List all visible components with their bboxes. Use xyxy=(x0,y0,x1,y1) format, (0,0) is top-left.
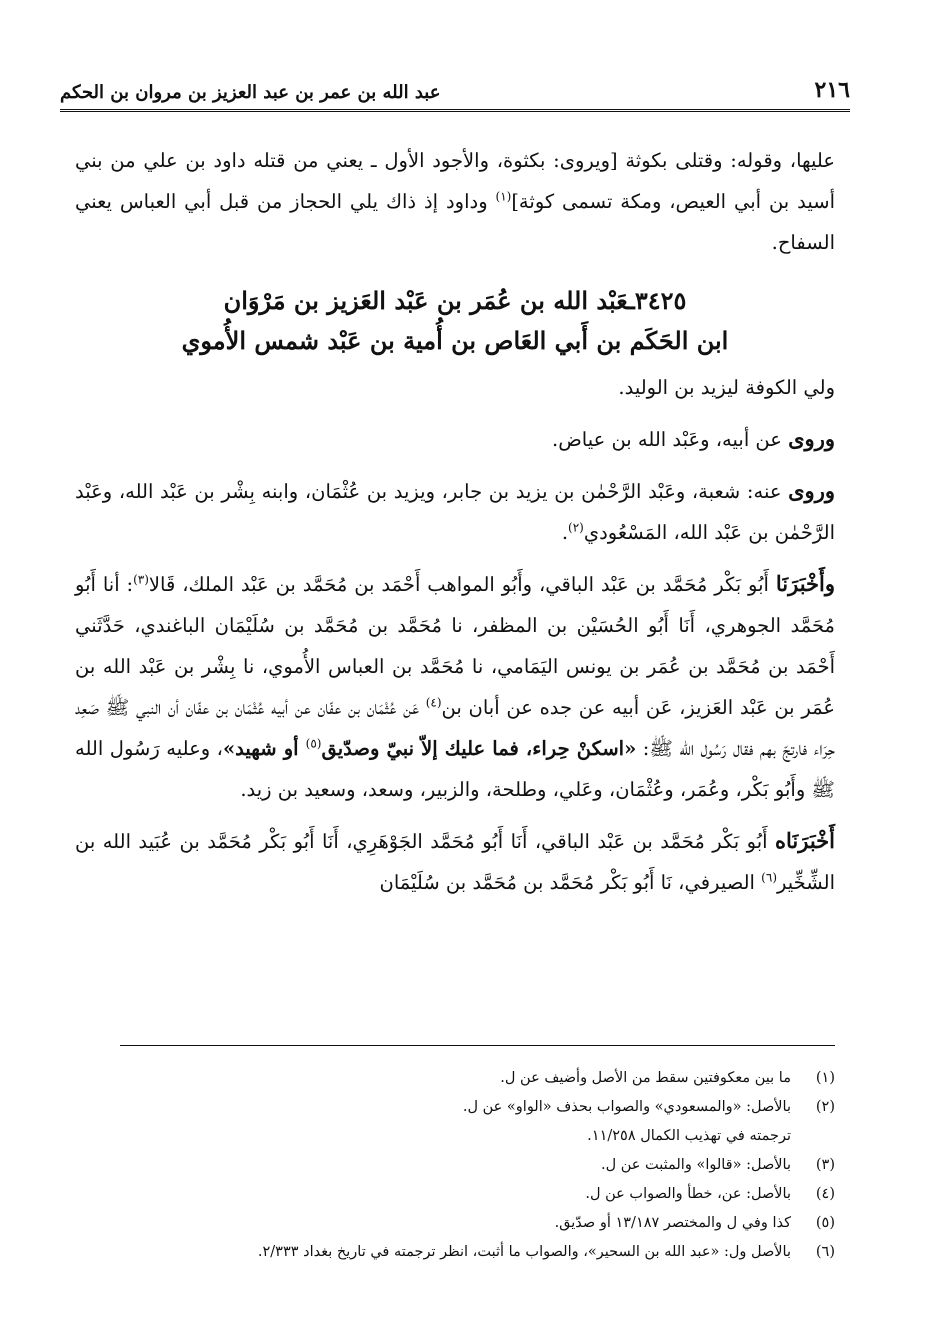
intro-paragraph xyxy=(75,140,835,263)
main-text xyxy=(75,140,835,913)
governor-line: ولي الكوفة ليزيد بن الوليد. xyxy=(618,376,835,399)
footnote-number: (٢) xyxy=(815,1099,835,1115)
running-title: عبد الله بن عمر بن عبد العزيز بن مروان بن الحكم xyxy=(60,82,441,103)
footnote-text: ما بين معكوفتين سقط من الأصل وأضيف عن ل. xyxy=(500,1070,791,1086)
footnote-3 xyxy=(120,1151,835,1180)
footnote-text: بالأصل ول: «عبد الله بن السحير»، والصواب ما أثبت، انظر ترجمته في تاريخ بغداد ٢/٣٣٣. xyxy=(257,1244,791,1260)
footnote-ref-3: (٣) xyxy=(133,572,149,587)
footnotes xyxy=(120,1045,835,1267)
entry-title xyxy=(75,281,835,361)
narrated-by-paragraph xyxy=(75,470,835,553)
footnote-5 xyxy=(120,1209,835,1238)
footnote-ref-2: (٢) xyxy=(568,520,584,535)
footnote-text: بالأصل: «والمسعودي» والصواب بحذف «الواو» عن ل. xyxy=(462,1099,791,1115)
isnad2-text-2: الصيرفي، نَا أَبُو بَكْر مُحَمَّد بن مُحَمَّد بن سُلَيْمَان xyxy=(379,871,762,894)
narrated-from-paragraph xyxy=(75,418,835,460)
footnote-1 xyxy=(120,1064,835,1093)
narrated-by-end: . xyxy=(561,521,569,544)
isnad-text-1: أَبُو بَكْر مُحَمَّد بن عَبْد الباقي، وأَبُو المواهب أَحْمَد بن مُحَمَّد بن عَبْد الملك، قَالا xyxy=(148,573,776,596)
page-number: ٢١٦ xyxy=(814,77,850,103)
entry-title-line-1: ٣٤٢٥ـعَبْد الله بن عُمَر بن عَبْد العَزيز بن مَرْوَان xyxy=(223,286,687,315)
narrated-by-lead: وروى xyxy=(788,478,835,503)
footnote-number: (٤) xyxy=(815,1186,835,1202)
footnote-text: كذا وفي ل والمختصر ١٣/١٨٧ أو صدّيق. xyxy=(554,1215,791,1231)
akhbaranah-lead: أَخْبَرَنَاه xyxy=(775,828,835,853)
hadith-quote-end: أو شهيد» xyxy=(222,737,306,760)
footnote-number: (٦) xyxy=(815,1244,835,1260)
isnad-text-3: عَن عُثْمَان بن عفّان عن أبيه عُثْمَان بن عفّان أن النبي ﷺ صَعِد حِرَاء فارتجّ بهم فقال رَسُول الله ﷺ: xyxy=(75,696,836,760)
isnad-paragraph-1 xyxy=(75,563,835,810)
footnote-ref-6: (٦) xyxy=(761,870,777,885)
page-header xyxy=(60,72,850,112)
isnad2-text-1: أَبُو بَكْر مُحَمَّد بن عَبْد الباقي، أَنَا أَبُو مُحَمَّد الجَوْهَرِي، أَنَا أَبُو بَكْر مُحَمَّد بن عُبَيد الله بن الشِّخِّير xyxy=(75,830,835,894)
isnad-text-4: ، وعليه رَسُول الله ﷺ وأَبُو بَكْر، وعُمَر، وعُثْمَان، وعَلي، وطلحة، والزبير، وسعد، وسعيد بن زيد. xyxy=(75,737,835,801)
footnote-text: بالأصل: عن، خطأ والصواب عن ل. xyxy=(585,1186,791,1202)
isnad-paragraph-2 xyxy=(75,820,835,903)
footnote-2 xyxy=(120,1093,835,1122)
footnote-number: (٥) xyxy=(815,1215,835,1231)
footnote-text: بالأصل: «قالوا» والمثبت عن ل. xyxy=(600,1157,791,1173)
narrated-from-lead: وروى xyxy=(788,426,835,451)
entry-title-line-2: ابن الحَكَم بن أَبي العَاص بن أُمية بن عَبْد شمس الأُموي xyxy=(181,326,729,355)
intro-text: عليها، وقوله: وقتلى بكوثة [ويروى: بكثوة، والأجود الأول ـ يعني من قتله داود بن علي من بني أسيد بن أبي العيص، ومكة تسمى كوثة] xyxy=(75,149,835,213)
narrated-from-text: عن أبيه، وعَبْد الله بن عياض. xyxy=(552,428,789,451)
hadith-quote: «اسكنْ حِراء، فما عليك إلاّ نبيّ وصدّيق xyxy=(321,737,637,760)
isnad-text-2: : أنا أَبُو مُحَمَّد الجوهري، أَنَا أَبُو الحُسَيْن بن المظفر، نا مُحَمَّد بن مُحَمَّد بن سُلَيْمَان الباغندي، حَدَّثَني أَحْمَد بن مُحَمَّد بن عُمَر بن يونس اليَمَامي، نا مُحَمَّد بن العباس الأُموي، نا بِشْر بن عَبْد الله بن عُمَر بن عَبْد العَزيز، عَن أبيه عن جده عن أبان بن xyxy=(75,573,835,719)
intro-tail: وداود إذ ذاك يلي الحجاز من قبل أبي العباس يعني السفاح. xyxy=(75,190,835,254)
footnote-number: (١) xyxy=(815,1070,835,1086)
footnote-number: (٣) xyxy=(815,1157,835,1173)
footnote-ref-4: (٤) xyxy=(425,695,442,710)
narrated-by-text: عنه: شعبة، وعَبْد الرَّحْمٰن بن يزيد بن جابر، ويزيد بن عُثْمَان، وابنه بِشْر بن عَبْد الله، وعَبْد الرَّحْمٰن بن عَبْد الله، المَسْعُودي xyxy=(75,480,835,544)
footnote-2-continuation: ترجمته في تهذيب الكمال ١١/٢٥٨. xyxy=(587,1128,791,1144)
footnote-ref-5: (٥) xyxy=(305,736,322,751)
footnote-ref-1: (١) xyxy=(495,189,512,204)
footnote-6 xyxy=(120,1238,835,1267)
akhbarana-lead: وأَخْبَرَنَا xyxy=(775,571,836,596)
footnote-4 xyxy=(120,1180,835,1209)
